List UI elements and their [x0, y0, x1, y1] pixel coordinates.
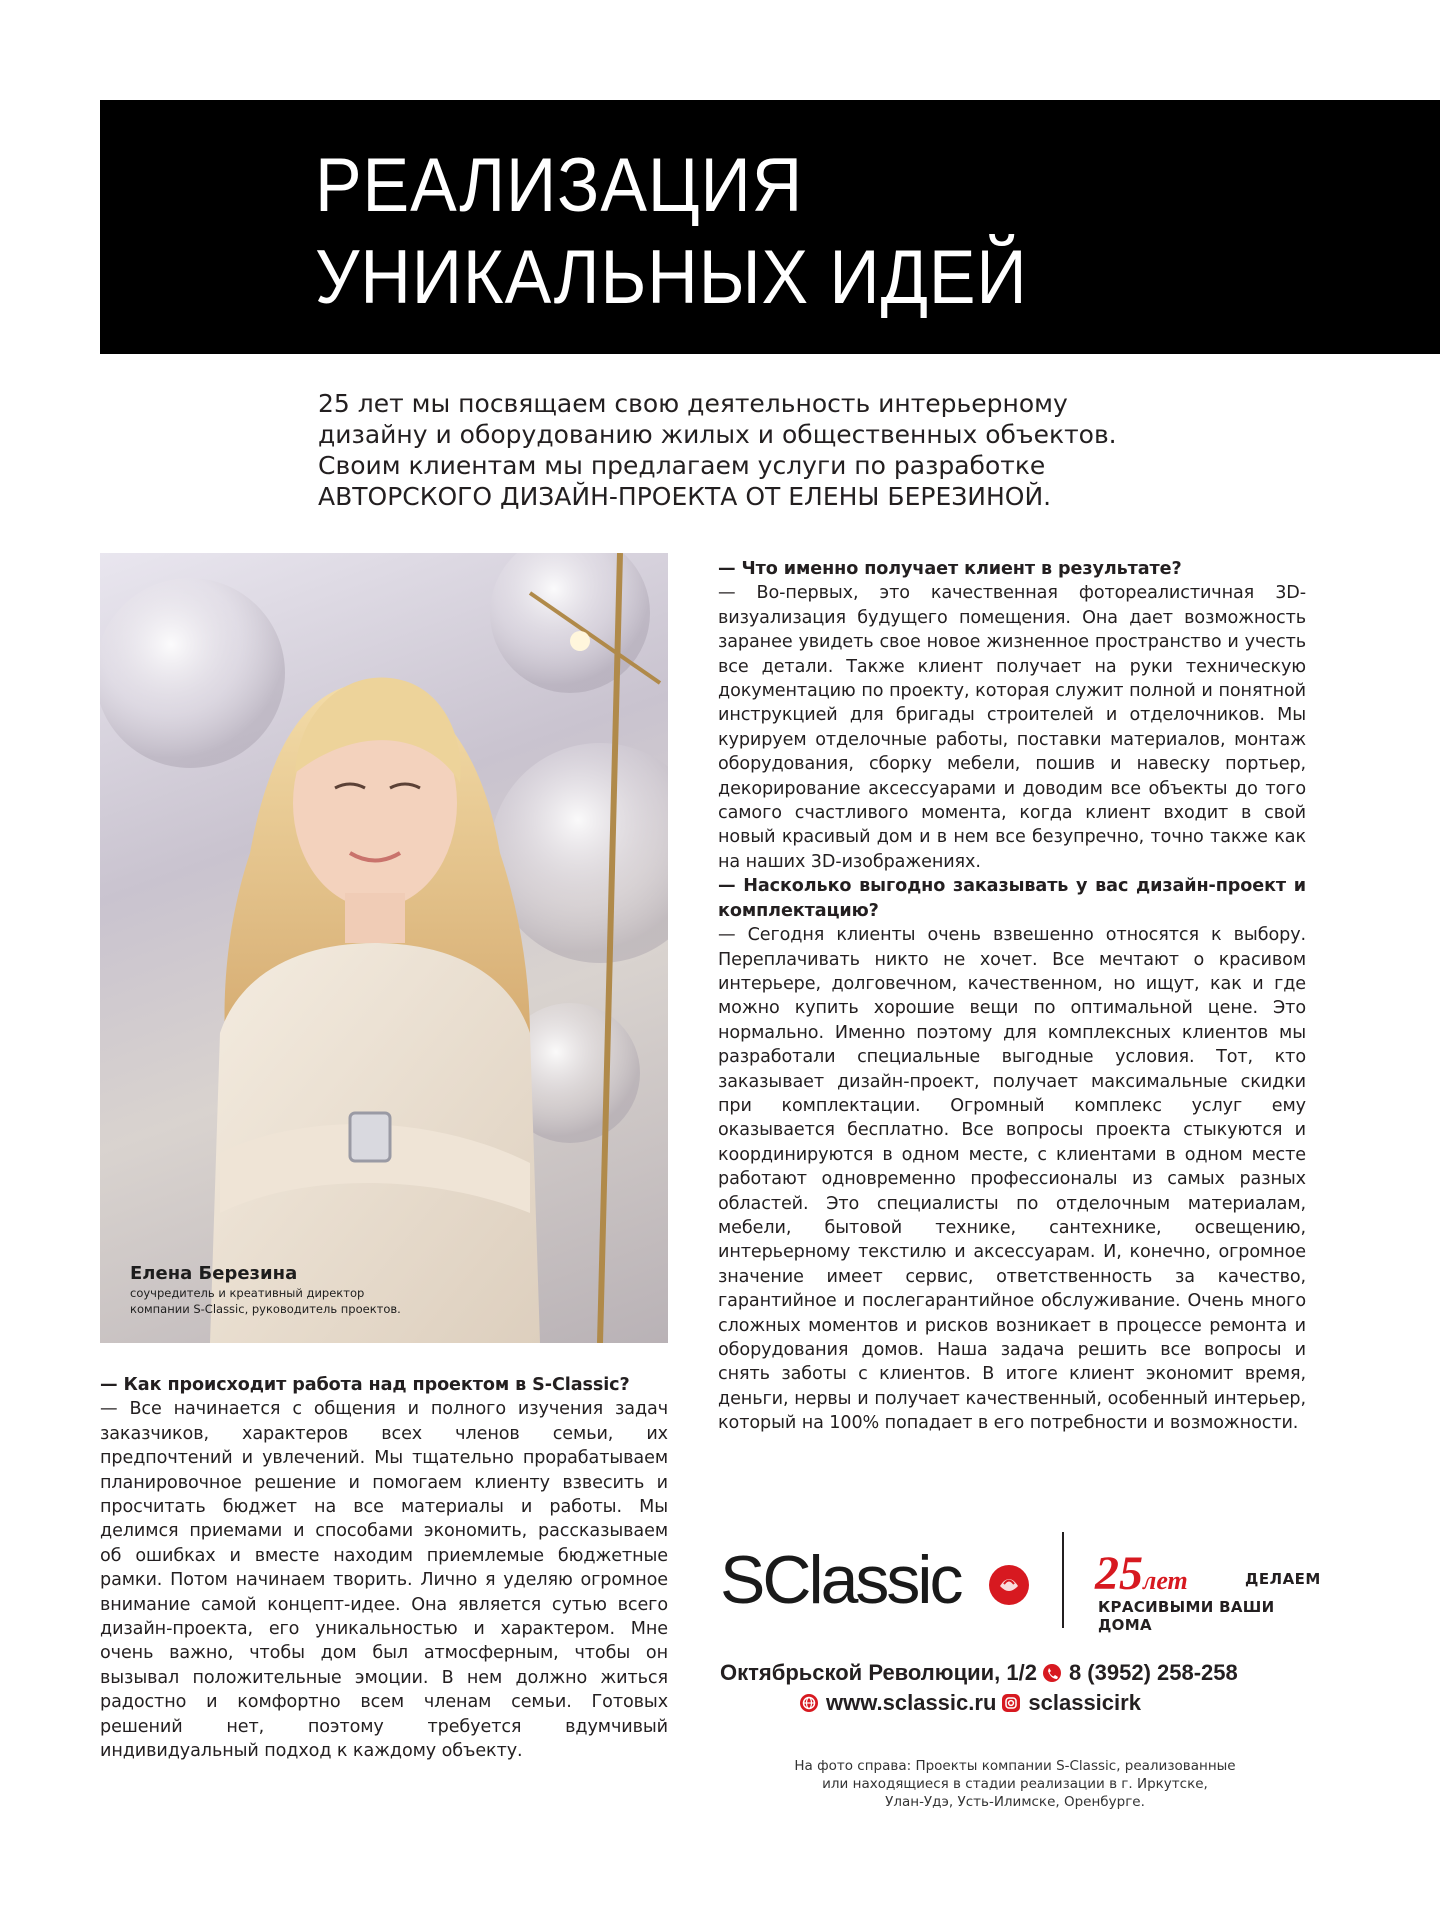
photo-caption — [130, 1263, 401, 1317]
portrait-illustration — [100, 553, 668, 1343]
footnote-line-3: Улан-Удэ, Усть-Илимске, Оренбурге. — [885, 1794, 1145, 1810]
contacts-line-2 — [720, 1688, 1310, 1718]
years-number: 25 — [1095, 1547, 1143, 1600]
interview-left-column — [100, 1373, 668, 1764]
question-3: — Как происходит работа над проектом в S-Classic? — [100, 1375, 630, 1395]
footnote-line-2: или находящиеся в стадии реализации в г. Иркутске, — [822, 1776, 1208, 1792]
lead-line-1: 25 лет мы посвящаем свою деятельность интерьерному — [318, 389, 1068, 418]
interview-right-column — [718, 557, 1306, 1436]
title-banner — [100, 100, 1440, 354]
lead-line-4: АВТОРСКОГО ДИЗАЙН-ПРОЕКТА ОТ ЕЛЕНЫ БЕРЕЗИНОЙ. — [318, 482, 1052, 511]
brand-divider — [1062, 1532, 1064, 1628]
anniversary-badge — [1095, 1547, 1188, 1600]
portrait-photo — [100, 553, 668, 1343]
caption-role-line-2: компании S-Classic, руководитель проектов. — [130, 1302, 401, 1316]
sclassic-logo: SClassic — [720, 1542, 961, 1618]
photo-footnote — [720, 1757, 1310, 1811]
lead-line-3: Своим клиентам мы предлагаем услуги по разработке — [318, 451, 1046, 480]
website-link[interactable]: www.sclassic.ru — [826, 1690, 997, 1715]
instagram-icon — [1002, 1694, 1020, 1712]
title-line-2: УНИКАЛЬНЫХ ИДЕЙ — [315, 235, 1028, 320]
instagram-link[interactable]: sclassicirk — [1028, 1690, 1141, 1715]
page-title — [315, 140, 1028, 324]
slogan-part-2: КРАСИВЫМИ ВАШИ ДОМА — [1098, 1598, 1275, 1634]
phone-link[interactable]: 8 (3952) 258-258 — [1068, 1660, 1238, 1685]
contacts-block — [720, 1658, 1310, 1718]
question-1: — Что именно получает клиент в результате? — [718, 559, 1182, 579]
lead-paragraph — [318, 388, 1118, 512]
question-2: — Насколько выгодно заказывать у вас дизайн-проект и комплектацию? — [718, 876, 1306, 921]
answer-3: — Все начинается с общения и полного изучения задач заказчиков, характеров всех членов семьи, их предпочтений и увлечений. Мы тщательно прорабатываем планировочное решение и помогаем клиенту взвесить и просчитать бюджет на все материалы и работы. Мы делимся приемами и способами экономить, рассказываем об ошибках и вместе находим приемлемые бюджетные рамки. Потом начинаем творить. Лично я уделяю огромное внимание самой концепт-идее. Она является сутью всего дизайн-проекта, его уникальностью и характером. Мне очень важно, чтобы дом был атмосферным, чтобы он вызывал положительные эмоции. В нем должно житься радостно и комфортно всем членам семьи. Готовых решений нет, поэтому требуется вдумчивый индивидуальный подход к каждому объекту. — [100, 1399, 668, 1762]
answer-1: — Во-первых, это качественная фотореалистичная 3D-визуализация будущего помещения. Она дает возможность заранее увидеть свое новое жизненное пространство и учесть все детали. Также клиент получает на руки техническую документацию по проекту, которая служит полной и понятной инструкцией для бригады строителей и отделочников. Мы курируем отделочные работы, поставки материалов, монтаж оборудования, сборку мебели, пошив и навеску портьер, декорирование аксессуарами и доводим все объекты до того самого счастливого момента, когда клиент входит в свой новый красивый дом и в нем все безупречно, точно также как на наших 3D-изображениях. — [718, 583, 1306, 872]
contacts-line-1 — [720, 1658, 1310, 1688]
years-word: лет — [1143, 1566, 1188, 1595]
phone-icon — [1043, 1664, 1061, 1682]
caption-role-line-1: соучредитель и креативный директор — [130, 1286, 365, 1300]
rose-icon — [988, 1564, 1030, 1606]
lead-line-2: дизайну и оборудованию жилых и общественных объектов. — [318, 420, 1117, 449]
caption-name: Елена Березина — [130, 1263, 298, 1284]
slogan-part-1: ДЕЛАЕМ — [1245, 1570, 1321, 1588]
globe-icon — [800, 1694, 818, 1712]
answer-2: — Сегодня клиенты очень взвешенно относятся к выбору. Переплачивать никто не хочет. Все мечтают о красивом интерьере, долговечном, качественном, но ищут, как и где можно купить хорошие вещи по оптимальной цене. Это нормально. Именно поэтому для комплексных клиентов мы разработали специальные выгодные условия. Тот, кто заказывает дизайн-проект, получает максимальные скидки при комплектации. Огромный комплекс услуг ему оказывается бесплатно. Все вопросы проекта стыкуются и координируются в одном месте, с клиентами в одном месте работают одновременно профессионалы из самых разных областей. Это специалисты по отделочным материалам, мебели, бытовой технике, сантехнике, освещению, интерьерному текстилю и аксессуарам. И, конечно, огромное значение имеет сервис, ответственность за качество, гарантийное и послегарантийное обслуживание. Очень много сложных моментов и рисков возникает в процессе ремонта и оборудования домов. Наша задача решить все вопросы и снять заботы с клиентов. В итоге клиент экономит время, деньги, нервы и получает качественный, особенный интерьер, который на 100% попадает в его потребности и возможности. — [718, 925, 1306, 1434]
address-text: Октябрьской Революции, 1/2 — [720, 1660, 1037, 1685]
title-line-1: РЕАЛИЗАЦИЯ — [315, 143, 804, 228]
brand-block — [720, 1530, 1321, 1634]
footnote-line-1: На фото справа: Проекты компании S-Classic, реализованные — [794, 1758, 1236, 1774]
